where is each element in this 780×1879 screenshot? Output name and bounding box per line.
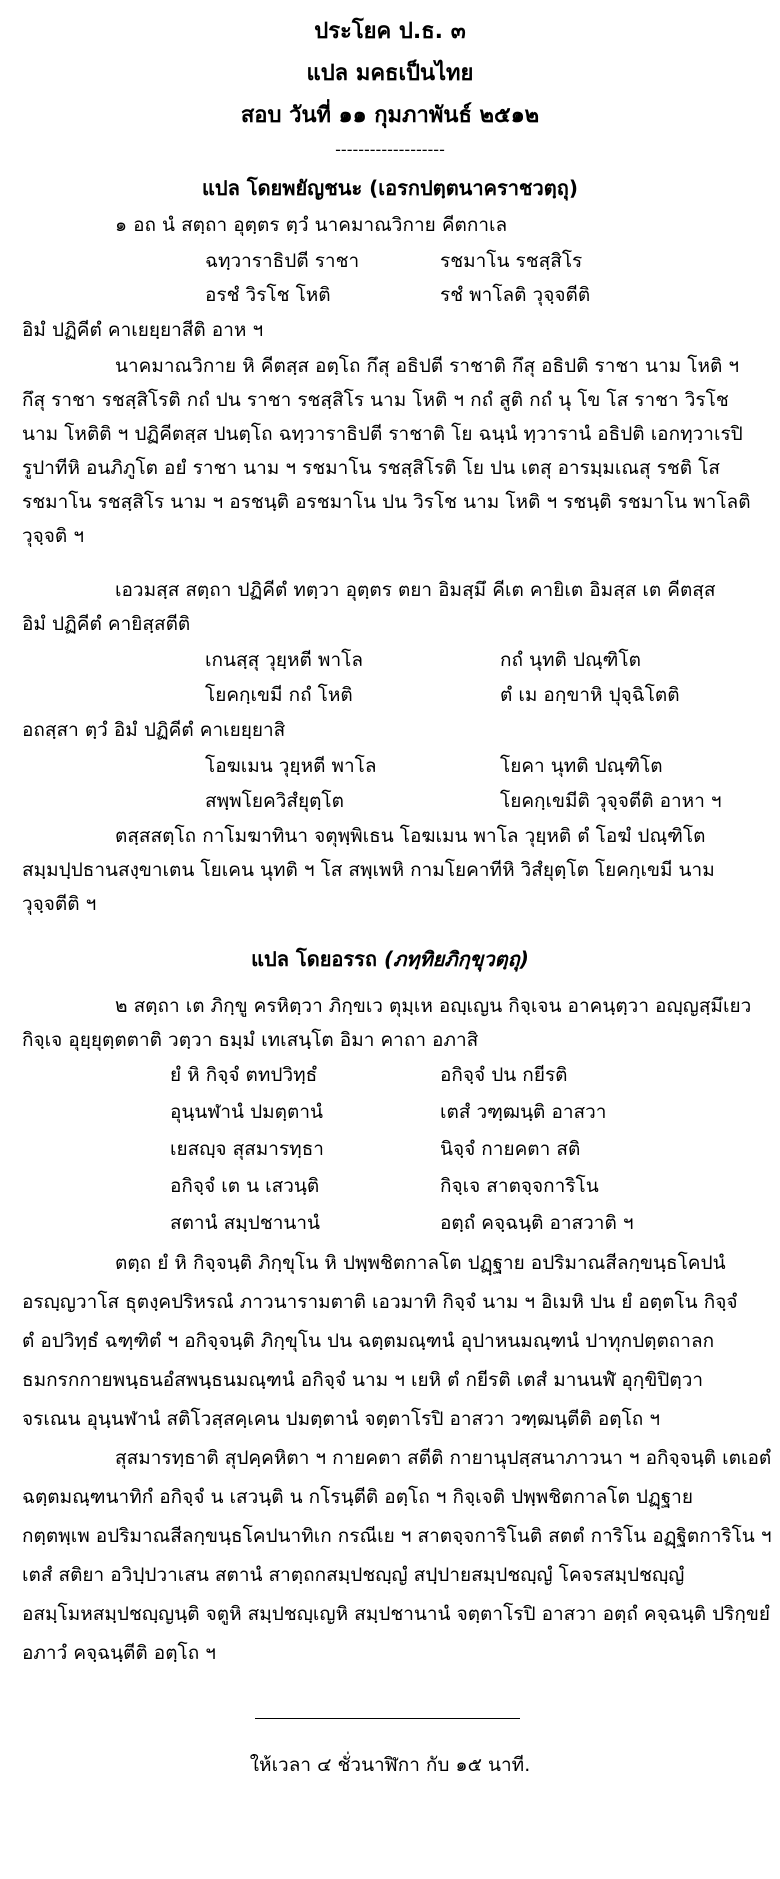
verse1-right: รชํ พาโลติ วุจฺจตีติ: [440, 284, 591, 306]
verse-right: อกิจฺจํ ปน กยีรติ: [440, 1064, 568, 1086]
para-line: ๒ สตฺถา เต ภิกฺขู ครหิตฺวา ภิกฺขเว ตุมฺเห อญฺเญน กิจฺเจน อาคนฺตฺวา อญฺญสฺมึเยว: [115, 995, 752, 1017]
verse-left: อกิจฺจํ เต น เสวนฺติ: [170, 1175, 320, 1197]
verse2-left: โยคกฺเขมี กถํ โหติ: [205, 684, 353, 706]
para-line: วุจฺจติ ฯ: [22, 525, 84, 547]
verse-left: เยสญฺจ สุสมารทฺธา: [170, 1138, 324, 1160]
verse3-right: โยคกฺเขมีติ วุจฺจตีติ อาหา ฯ: [500, 790, 722, 812]
para-line: สมฺมปฺปธานสงฺขาเตน โยเคน นุทติ ฯ โส สพฺเพหิ กามโยคาทีหิ วิสํยุตฺโต โยคกฺเขมี นาม: [22, 859, 715, 881]
para-line: รชมาโน รชสฺสิโร นาม ฯ อรชนฺติ อรชมาโน ปน วิรโช นาม โหติ ฯ รชนฺติ รชมาโน พาโลติ: [22, 491, 751, 513]
verse-left: ยํ หิ กิจฺจํ ตทปวิทฺธํ: [170, 1064, 318, 1086]
para-line: ตตฺถ ยํ หิ กิจฺจนฺติ ภิกฺขุโน หิ ปพฺพชิตกาลโต ปฏฺฐาย อปริมาณสีลกฺขนฺธโคปนํ: [115, 1252, 726, 1274]
section1-after-verse1: อิมํ ปฏิคีตํ คาเยยฺยาสีติ อาห ฯ: [22, 319, 264, 341]
verse-left: อุนฺนฬานํ ปมตฺตานํ: [170, 1101, 323, 1123]
para-line: วุจฺจตีติ ฯ: [22, 893, 97, 915]
verse3-left: สพฺพโยควิสํยุตฺโต: [205, 790, 344, 812]
section1-heading: แปล โดยพยัญชนะ (เอรกปตฺตนาคราชวตฺถุ): [202, 176, 578, 200]
section1-intro: ๑ อถ นํ สตฺถา อุตฺตร ตฺวํ นาคมาณวิกาย คีตกาเล: [115, 214, 508, 236]
exam-date-title: สอบ วันที่ ๑๑ กุมภาพันธ์ ๒๕๑๒: [240, 103, 540, 128]
para-line: รูปาทีหิ อนภิภูโต อยํ ราชา นาม ฯ รชมาโน รชสฺสิโรติ โย ปน เตสุ อารมฺมเณสุ รชติ โส: [22, 457, 720, 479]
para-line: นาคมาณวิกาย หิ คีตสฺส อตฺโถ กึสุ อธิปตี ราชาติ กึสุ อธิปติ ราชา นาม โหติ ฯ: [115, 355, 740, 377]
verse3-left: โอฆเมน วุยฺหตี พาโล: [205, 755, 377, 777]
para-line: กตฺตพฺเพ อปริมาณสีลกฺขนฺธโคปนาทิเก กรณีเย ฯ สาตจฺจการิโนติ สตตํ การิโน อฏฺฐิตการิโน ฯ: [22, 1525, 772, 1547]
para-line: เอวมสฺส สตฺถา ปฏิคีตํ ทตฺวา อุตฺตร ตยา อิมสฺมึ คีเต คายิเต อิมสฺส เต คีตสฺส: [115, 579, 716, 601]
section1-after-verse2: อถสฺสา ตฺวํ อิมํ ปฏิคีตํ คาเยยฺยาสิ: [22, 719, 286, 741]
section2-heading-main: แปล โดยอรรถ: [251, 947, 378, 971]
para-line: เตสํ สติยา อวิปฺปวาเสน สตานํ สาตฺถกสมฺปชญฺญํ สปฺปายสมฺปชญฺญํ โคจรสมฺปชญฺญํ: [22, 1564, 685, 1586]
para-line: อภาวํ คจฺฉนฺตีติ อตฺโถ ฯ: [22, 1642, 216, 1664]
section2-heading: [0, 946, 780, 972]
para-line: อรญฺญวาโส ธุตงฺคปริหรณํ ภาวนารามตาติ เอวมาทิ กิจฺจํ นาม ฯ อิเมหิ ปน ยํ อตฺตโน กิจฺจํ: [22, 1291, 738, 1313]
footer-rule: [255, 1718, 520, 1719]
exam-level-title: ประโยค ป.ธ. ๓: [314, 19, 466, 44]
para-line: ฉตฺตมณฺฑนาทิกํ อกิจฺจํ น เสวนฺติ น กโรนฺตีติ อตฺโถ ฯ กิจฺเจติ ปพฺพชิตกาลโต ปฏฺฐาย: [22, 1486, 693, 1508]
verse2-right: ตํ เม อกฺขาหิ ปุจฺฉิโตติ: [500, 684, 680, 706]
header-dashes: -------------------: [335, 140, 445, 159]
verse-right: อตฺถํ คจฺฉนฺติ อาสวาติ ฯ: [440, 1212, 634, 1234]
verse-right: กิจฺเจ สาตจฺจการิโน: [440, 1175, 599, 1197]
para-line: สุสมารทฺธาติ สุปคฺคหิตา ฯ กายคตา สตีติ กายานุปสฺสนาภาวนา ฯ อกิจฺจนฺติ เตเอตํ: [115, 1447, 772, 1469]
para-line: ตํ อปวิทฺธํ ฉฑฺฑิตํ ฯ อกิจฺจนฺติ ภิกฺขุโน ปน ฉตฺตมณฺฑนํ อุปาหนมณฺฑนํ ปาทุกปตฺตถาลก: [22, 1330, 715, 1352]
verse-right: เตสํ วฑฺฒนฺติ อาสวา: [440, 1101, 607, 1123]
verse-left: สตานํ สมฺปชานานํ: [170, 1212, 321, 1234]
para-line: กึสุ ราชา รชสฺสิโรติ กถํ ปน ราชา รชสฺสิโร นาม โหติ ฯ กถํ สูติ กถํ นุ โข โส ราชา วิรโช: [22, 389, 729, 411]
para-line: อิมํ ปฏิคีตํ คายิสฺสตีติ: [22, 613, 191, 635]
verse3-right: โยคา นุทติ ปณฺฑิโต: [500, 755, 663, 777]
para-line: ตสฺสสตฺโถ กาโมฆาทินา จตุพฺพิเธน โอฆเมน พาโล วุยฺหติ ตํ โอฆํ ปณฺฑิโต: [115, 825, 706, 847]
verse1-left: ฉทฺวาราธิปตี ราชา: [205, 250, 360, 272]
verse2-left: เกนสฺสุ วุยฺหตี พาโล: [205, 649, 363, 671]
para-line: อสมฺโมหสมฺปชญฺญนฺติ จตูหิ สมฺปชญฺเญหิ สมฺปชานานํ จตฺตาโรปิ อาสวา อตฺถํ คจฺฉนฺติ ปริกฺขยํ: [22, 1603, 770, 1625]
para-line: จรเณน อุนฺนฬานํ สติโวสฺสคฺเคน ปมตฺตานํ จตฺตาโรปิ อาสวา วฑฺฒนฺตีติ อตฺโถ ฯ: [22, 1408, 660, 1430]
para-line: ธมกรกกายพนฺธนอํสพนฺธนมณฺฑนํ อกิจฺจํ นาม ฯ เยหิ ตํ กยีรติ เตสํ มานนฬํ อุกฺขิปิตฺวา: [22, 1369, 704, 1391]
exam-subject-title: แปล มคธเป็นไทย: [306, 61, 474, 86]
section2-heading-paren: (ภทฺทิยภิกฺขุวตฺถุ): [383, 947, 529, 971]
para-line: นาม โหติติ ฯ ปฏิคีตสฺส ปนตฺโถ ฉทฺวาราธิปตี ราชาติ โย ฉนฺนํ ทฺวารานํ อธิปติ เอกทฺวาเรปิ: [22, 423, 743, 445]
verse2-right: กถํ นุทติ ปณฺฑิโต: [500, 649, 641, 671]
verse-right: นิจฺจํ กายคตา สติ: [440, 1138, 581, 1160]
para-line: กิจฺเจ อุยฺยุตฺตตาติ วตฺวา ธมฺมํ เทเสนฺโต อิมา คาถา อภาสิ: [22, 1029, 479, 1051]
verse1-right: รชมาโน รชสฺสิโร: [440, 250, 583, 272]
footer-time-allowed: ให้เวลา ๔ ชั่วนาฬิกา กับ ๑๕ นาที.: [249, 1754, 531, 1776]
verse1-left: อรชํ วิรโช โหติ: [205, 284, 331, 306]
